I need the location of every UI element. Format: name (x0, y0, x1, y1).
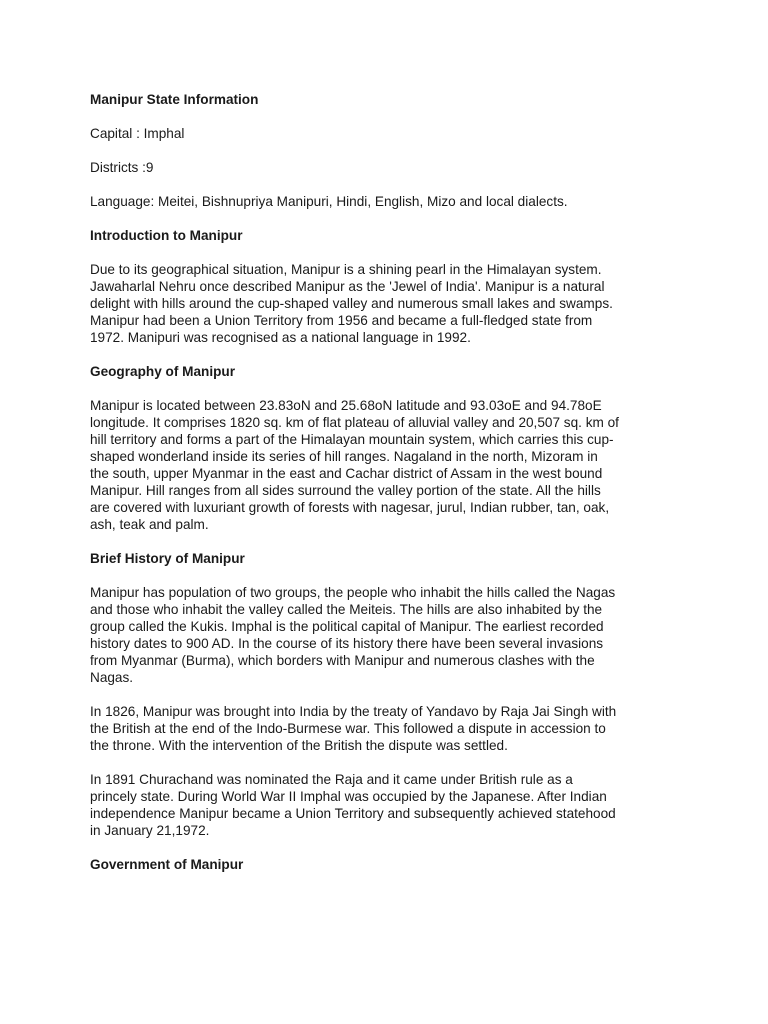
section-heading: Government of Manipur (90, 857, 244, 872)
districts-line: Districts :9 (90, 160, 154, 175)
paragraph-line: the south, upper Myanmar in the east and Cachar district of Assam in the west bound (90, 466, 603, 481)
paragraph-line: Manipur has population of two groups, the people who inhabit the hills called the Nagas (90, 585, 616, 600)
section-paragraph (90, 771, 690, 839)
paragraph-line: independence Manipur became a Union Territory and subsequently achieved statehood (90, 806, 616, 821)
paragraph-line: longitude. It comprises 1820 sq. km of flat plateau of alluvial valley and 20,507 sq. km of (90, 415, 619, 430)
paragraph-line: from Myanmar (Burma), which borders with Manipur and numerous clashes with the (90, 653, 595, 668)
paragraph-line: are covered with luxuriant growth of forests with nagesar, jurul, Indian rubber, tan, oak, (90, 500, 610, 515)
paragraph-line: 1972. Manipuri was recognised as a national language in 1992. (90, 330, 471, 345)
paragraph-line: Jawaharlal Nehru once described Manipur as the 'Jewel of India'. Manipur is a natural (90, 279, 605, 294)
paragraph-line: and those who inhabit the valley called the Meiteis. The hills are also inhabited by the (90, 602, 603, 617)
paragraph-line: Manipur is located between 23.83oN and 25.68oN latitude and 93.03oE and 94.78oE (90, 398, 602, 413)
section-heading: Brief History of Manipur (90, 551, 245, 566)
paragraph-line: Manipur had been a Union Territory from 1956 and became a full-fledged state from (90, 313, 593, 328)
section-paragraph (90, 397, 690, 533)
section-paragraph (90, 703, 690, 754)
paragraph-line: in January 21,1972. (90, 823, 210, 838)
paragraph-line: ash, teak and palm. (90, 517, 209, 532)
section-heading: Introduction to Manipur (90, 228, 243, 243)
document-title: Manipur State Information (90, 92, 259, 107)
section-paragraph (90, 261, 690, 346)
paragraph-line: shaped wonderland inside its series of hill ranges. Nagaland in the north, Mizoram in (90, 449, 598, 464)
language-line: Language: Meitei, Bishnupriya Manipuri, Hindi, English, Mizo and local dialects. (90, 194, 568, 209)
section-heading: Geography of Manipur (90, 364, 236, 379)
section-paragraph (90, 584, 690, 686)
paragraph-line: the British at the end of the Indo-Burmese war. This followed a dispute in accession to (90, 721, 606, 736)
paragraph-line: hill territory and forms a part of the Himalayan mountain system, which carries this cup- (90, 432, 614, 447)
paragraph-line: In 1891 Churachand was nominated the Raja and it came under British rule as a (90, 772, 573, 787)
sections-container (90, 227, 690, 890)
paragraph-line: princely state. During World War II Imphal was occupied by the Japanese. After Indian (90, 789, 607, 804)
capital-line: Capital : Imphal (90, 126, 185, 141)
paragraph-line: Nagas. (90, 670, 134, 685)
paragraph-line: history dates to 900 AD. In the course of its history there have been several invasions (90, 636, 604, 651)
paragraph-line: delight with hills around the cup-shaped valley and numerous small lakes and swamps. (90, 296, 613, 311)
paragraph-line: Manipur. Hill ranges from all sides surround the valley portion of the state. All the hills (90, 483, 601, 498)
document-page (90, 91, 690, 890)
paragraph-line: the throne. With the intervention of the British the dispute was settled. (90, 738, 508, 753)
paragraph-line: Due to its geographical situation, Manipur is a shining pearl in the Himalayan system. (90, 262, 602, 277)
paragraph-line: In 1826, Manipur was brought into India by the treaty of Yandavo by Raja Jai Singh with (90, 704, 617, 719)
paragraph-line: group called the Kukis. Imphal is the political capital of Manipur. The earliest recorded (90, 619, 604, 634)
